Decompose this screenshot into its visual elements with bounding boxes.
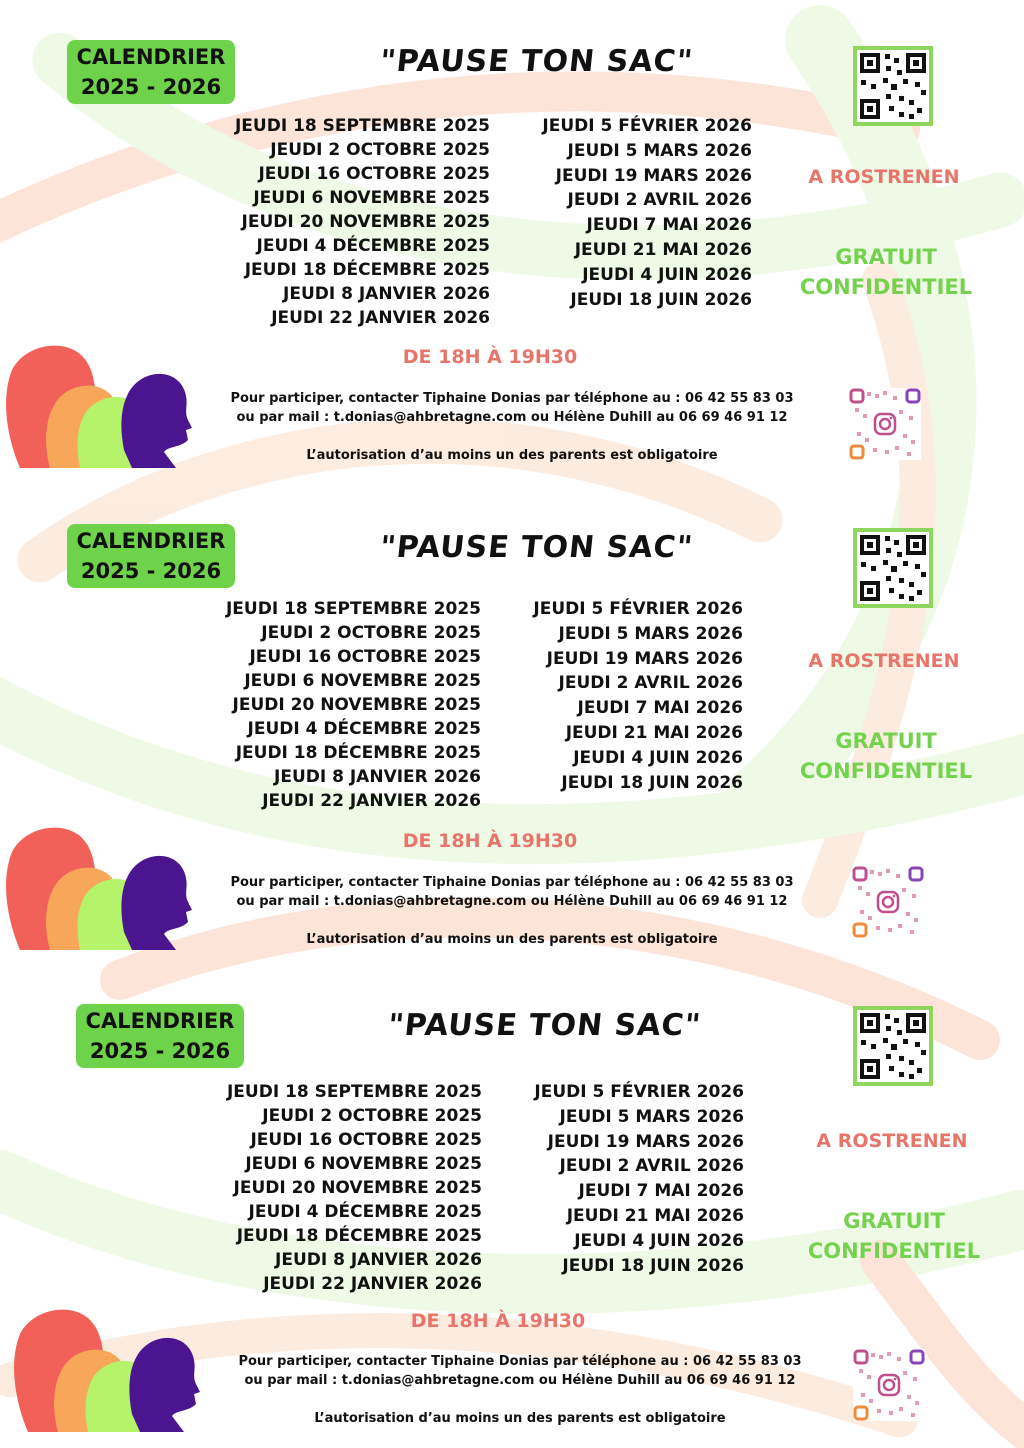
date-item: JEUDI 20 NOVEMBRE 2025 — [232, 695, 481, 715]
date-item: JEUDI 18 SEPTEMBRE 2025 — [225, 599, 481, 619]
date-item: JEUDI 22 JANVIER 2026 — [263, 1274, 482, 1294]
calendar-badge: CALENDRIER 2025 - 2026 — [67, 524, 235, 588]
date-item: JEUDI 5 FÉVRIER 2026 — [533, 599, 743, 619]
date-item: JEUDI 6 NOVEMBRE 2025 — [253, 188, 490, 208]
free-confidential-label: GRATUIT CONFIDENTIEL — [799, 245, 973, 299]
date-item: JEUDI 16 OCTOBRE 2025 — [250, 1130, 482, 1150]
date-item: JEUDI 18 SEPTEMBRE 2025 — [234, 116, 490, 136]
hours-label: DE 18H À 19H30 — [402, 346, 578, 368]
date-item: JEUDI 5 MARS 2026 — [558, 623, 743, 644]
date-item: JEUDI 19 MARS 2026 — [555, 165, 752, 186]
instagram-icon — [852, 866, 924, 938]
date-item: JEUDI 5 FÉVRIER 2026 — [534, 1082, 744, 1102]
date-item: JEUDI 22 JANVIER 2026 — [271, 308, 490, 328]
instagram-icon — [849, 388, 921, 460]
date-item: JEUDI 8 JANVIER 2026 — [275, 1250, 482, 1270]
instagram-icon — [853, 1349, 925, 1421]
dates-left-column — [227, 1080, 482, 1296]
date-item: JEUDI 2 OCTOBRE 2025 — [262, 1106, 482, 1126]
date-item: JEUDI 4 DÉCEMBRE 2025 — [248, 1202, 482, 1222]
flyer-title: "PAUSE TON SAC" — [386, 1008, 703, 1043]
dates-left-column — [226, 597, 481, 813]
date-item: JEUDI 20 NOVEMBRE 2025 — [241, 212, 490, 232]
date-item: JEUDI 16 OCTOBRE 2025 — [258, 164, 490, 184]
free-confidential-label: GRATUIT CONFIDENTIEL — [799, 729, 973, 783]
silhouettes-icon — [0, 340, 200, 470]
silhouettes-icon — [0, 822, 200, 952]
date-item: JEUDI 18 DÉCEMBRE 2025 — [236, 1226, 482, 1246]
qr-code-icon — [853, 1006, 933, 1086]
date-item: JEUDI 4 JUIN 2026 — [573, 747, 743, 768]
date-item: JEUDI 8 JANVIER 2026 — [283, 284, 490, 304]
date-item: JEUDI 16 OCTOBRE 2025 — [249, 647, 481, 667]
location-label: A ROSTRENEN — [808, 650, 960, 672]
date-item: JEUDI 18 SEPTEMBRE 2025 — [226, 1082, 482, 1102]
authorization-note: L’autorisation d’au moins un des parents est obligatoire — [306, 448, 718, 463]
date-item: JEUDI 21 MAI 2026 — [565, 722, 743, 743]
qr-code-icon — [853, 46, 933, 126]
contact-info: Pour participer, contacter Tiphaine Donias par téléphone au : 06 42 55 83 03 ou par mail : t.donias@ahbretagne.com ou Hélène Duhill au 06 69 46 91 12 — [230, 875, 794, 909]
date-item: JEUDI 2 AVRIL 2026 — [558, 673, 743, 694]
flyer-title: "PAUSE TON SAC" — [378, 530, 695, 565]
contact-info: Pour participer, contacter Tiphaine Donias par téléphone au : 06 42 55 83 03 ou par mail : t.donias@ahbretagne.com ou Hélène Duhill au 06 69 46 91 12 — [230, 391, 794, 425]
authorization-note: L’autorisation d’au moins un des parents est obligatoire — [306, 932, 718, 947]
date-item: JEUDI 7 MAI 2026 — [577, 698, 743, 719]
date-item: JEUDI 2 OCTOBRE 2025 — [261, 623, 481, 643]
date-item: JEUDI 4 JUIN 2026 — [582, 264, 752, 285]
date-item: JEUDI 19 MARS 2026 — [546, 648, 743, 669]
hours-label: DE 18H À 19H30 — [410, 1310, 586, 1332]
dates-right-column — [534, 1080, 744, 1278]
hours-label: DE 18H À 19H30 — [402, 830, 578, 852]
date-item: JEUDI 5 MARS 2026 — [559, 1106, 744, 1127]
date-item: JEUDI 8 JANVIER 2026 — [274, 767, 481, 787]
date-item: JEUDI 2 AVRIL 2026 — [559, 1156, 744, 1177]
date-item: JEUDI 2 OCTOBRE 2025 — [270, 140, 490, 160]
dates-right-column — [533, 597, 743, 795]
free-confidential-label: GRATUIT CONFIDENTIEL — [807, 1209, 981, 1263]
date-item: JEUDI 22 JANVIER 2026 — [262, 791, 481, 811]
silhouettes-icon — [8, 1304, 208, 1434]
location-label: A ROSTRENEN — [808, 166, 960, 188]
flyer-3 — [0, 964, 1024, 1447]
calendar-badge: CALENDRIER 2025 - 2026 — [76, 1004, 244, 1068]
flyer-2 — [0, 484, 1024, 967]
date-item: JEUDI 18 JUIN 2026 — [570, 289, 752, 310]
authorization-note: L’autorisation d’au moins un des parents est obligatoire — [314, 1411, 726, 1426]
date-item: JEUDI 18 JUIN 2026 — [561, 772, 743, 793]
calendar-badge: CALENDRIER 2025 - 2026 — [67, 40, 235, 104]
flyer-1 — [0, 0, 1024, 483]
date-item: JEUDI 20 NOVEMBRE 2025 — [233, 1178, 482, 1198]
date-item: JEUDI 18 JUIN 2026 — [562, 1255, 744, 1276]
date-item: JEUDI 7 MAI 2026 — [586, 215, 752, 236]
date-item: JEUDI 18 DÉCEMBRE 2025 — [235, 743, 481, 763]
date-item: JEUDI 6 NOVEMBRE 2025 — [245, 1154, 482, 1174]
date-item: JEUDI 21 MAI 2026 — [574, 239, 752, 260]
qr-code-icon — [853, 528, 933, 608]
date-item: JEUDI 21 MAI 2026 — [566, 1205, 744, 1226]
date-item: JEUDI 4 DÉCEMBRE 2025 — [247, 719, 481, 739]
date-item: JEUDI 19 MARS 2026 — [547, 1131, 744, 1152]
date-item: JEUDI 2 AVRIL 2026 — [567, 190, 752, 211]
date-item: JEUDI 6 NOVEMBRE 2025 — [244, 671, 481, 691]
date-item: JEUDI 4 DÉCEMBRE 2025 — [256, 236, 490, 256]
date-item: JEUDI 4 JUIN 2026 — [574, 1230, 744, 1251]
date-item: JEUDI 18 DÉCEMBRE 2025 — [244, 260, 490, 280]
dates-right-column — [542, 114, 752, 312]
contact-info: Pour participer, contacter Tiphaine Donias par téléphone au : 06 42 55 83 03 ou par mail : t.donias@ahbretagne.com ou Hélène Duhill au 06 69 46 91 12 — [238, 1354, 802, 1388]
dates-left-column — [235, 114, 490, 330]
date-item: JEUDI 7 MAI 2026 — [578, 1181, 744, 1202]
date-item: JEUDI 5 MARS 2026 — [567, 140, 752, 161]
date-item: JEUDI 5 FÉVRIER 2026 — [542, 116, 752, 136]
flyer-title: "PAUSE TON SAC" — [378, 44, 695, 79]
location-label: A ROSTRENEN — [816, 1130, 968, 1152]
